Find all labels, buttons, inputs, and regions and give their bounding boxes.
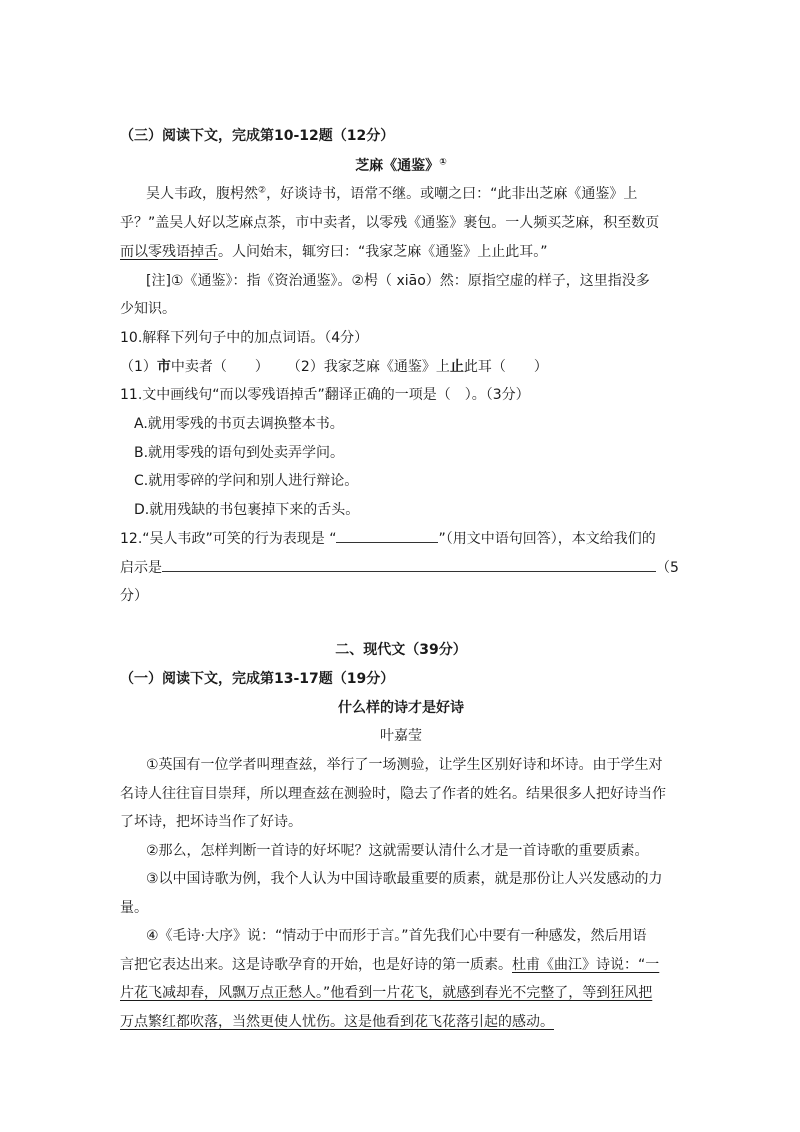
q10-dotted-word-1: 市 — [156, 359, 171, 375]
q12-text-c: 启示是 — [120, 560, 162, 576]
q12-text-b: ”（用文中语句回答），本文给我们的 — [438, 531, 656, 547]
passage-line-3 — [120, 242, 682, 262]
option-c: C.就用零碎的学问和别人进行辩论。 — [134, 473, 359, 489]
q10-dotted-word-2: 止 — [449, 359, 464, 375]
essay-p1-line2: 名诗人往往盲目崇拜，所以理查兹在测验时，隐去了作者的姓名。结果很多人把好诗当作 — [120, 786, 666, 802]
q10-item1-post: 中卖者（ ） — [170, 359, 269, 375]
essay-p4-line4: 万点繁红都吹落，当然更使人忧伤。这是他看到花飞花落引起的感动。 — [120, 1014, 554, 1030]
passage-line-1a: 吴人韦政，腹枵然 — [146, 186, 258, 202]
part2-heading: 二、现代文（39分） — [335, 642, 467, 658]
passage-title-text: 芝麻《通鉴》 — [355, 158, 440, 174]
section3-heading: （三）阅读下文，完成第10-12题（12分） — [120, 128, 395, 144]
essay-p3-line1: ③以中国诗歌为例，我个人认为中国诗歌最重要的质素，就是那份让人兴发感动的力 — [146, 871, 663, 887]
essay-p3-line2: 量。 — [120, 900, 148, 916]
essay-p1-line3: 了坏诗，把坏诗当作了好诗。 — [120, 814, 302, 830]
question-12-line-1 — [120, 528, 682, 549]
option-a: A.就用零残的书页去调换整本书。 — [134, 416, 344, 432]
underlined-sentence: 而以零残语掉舌 — [120, 244, 218, 260]
q12-text-d: （5 — [656, 560, 679, 576]
q12-text-a: 12.“吴人韦政”可笑的行为表现是 “ — [120, 531, 337, 547]
question-12-line-2 — [120, 557, 682, 578]
q10-item2-pre: （2）我家芝麻《通鉴》上 — [286, 359, 450, 375]
annotation-line-1: [注]①《通鉴》：指《资治通鉴》。②枵（ xiāo）然：原指空虚的样子，这里指没多 — [146, 273, 650, 289]
essay-title: 什么样的诗才是好诗 — [338, 700, 464, 716]
q10-item1-pre: （1） — [120, 359, 157, 375]
essay-p1-line1: ①英国有一位学者叫理查兹，举行了一场测验，让学生区别好诗和坏诗。由于学生对 — [146, 757, 663, 773]
passage-line-1b: ，好谈诗书，语常不继。或嘲之曰：“此非出芝麻《通鉴》上 — [266, 186, 638, 202]
question-12-line-3: 分） — [120, 588, 148, 604]
footnote-marker-1: ① — [439, 157, 447, 168]
essay-author: 叶嘉莹 — [380, 728, 422, 744]
essay-p4-line2a: 言把它表达出来。这是诗歌孕育的开始，也是好诗的第一质素。 — [120, 957, 512, 973]
annotation-line-2: 少知识。 — [120, 301, 176, 317]
passage-line-3-rest: 。人问始末，辄穷曰：“我家芝麻《通鉴》上止此耳。” — [218, 244, 548, 260]
answer-blank-long[interactable] — [162, 557, 656, 572]
essay-p4-line2 — [120, 955, 682, 975]
essay-p4-line1: ④《毛诗·大序》说：“情动于中而形于言。”首先我们心中要有一种感发，然后用语 — [146, 928, 647, 944]
answer-blank-short[interactable] — [336, 528, 438, 543]
essay-p4-underlined-start: 杜甫《曲江》诗说：“一 — [512, 957, 660, 973]
question-10: 10.解释下列句子中的加点词语。（4分） — [120, 330, 369, 346]
option-d: D.就用残缺的书包裹掉下来的舌头。 — [134, 502, 360, 518]
passage-line-2: 乎？”盖吴人好以芝麻点茶，市中卖者，以零残《通鉴》裹包。一人频买芝麻，积至数页 — [120, 215, 660, 231]
option-b: B.就用零残的语句到处卖弄学问。 — [134, 445, 345, 461]
q10-item2-post: 此耳（ ） — [463, 359, 548, 375]
passage-title — [120, 156, 682, 176]
question-11: 11.文中画线句“而以零残语掉舌”翻译正确的一项是（ ）。（3分） — [120, 387, 530, 403]
question-10-items — [120, 357, 682, 377]
essay-p2: ②那么，怎样判断一首诗的好坏呢？这就需要认清什么才是一首诗歌的重要质素。 — [146, 843, 649, 859]
essay-p4-line3: 片花飞减却春，风飘万点正愁人。”他看到一片花飞，就感到春光不完整了，等到狂风把 — [120, 985, 653, 1001]
footnote-marker-2: ② — [258, 185, 267, 196]
passage-line-1 — [146, 184, 682, 204]
part2-subheading: （一）阅读下文，完成第13-17题（19分） — [120, 671, 395, 687]
